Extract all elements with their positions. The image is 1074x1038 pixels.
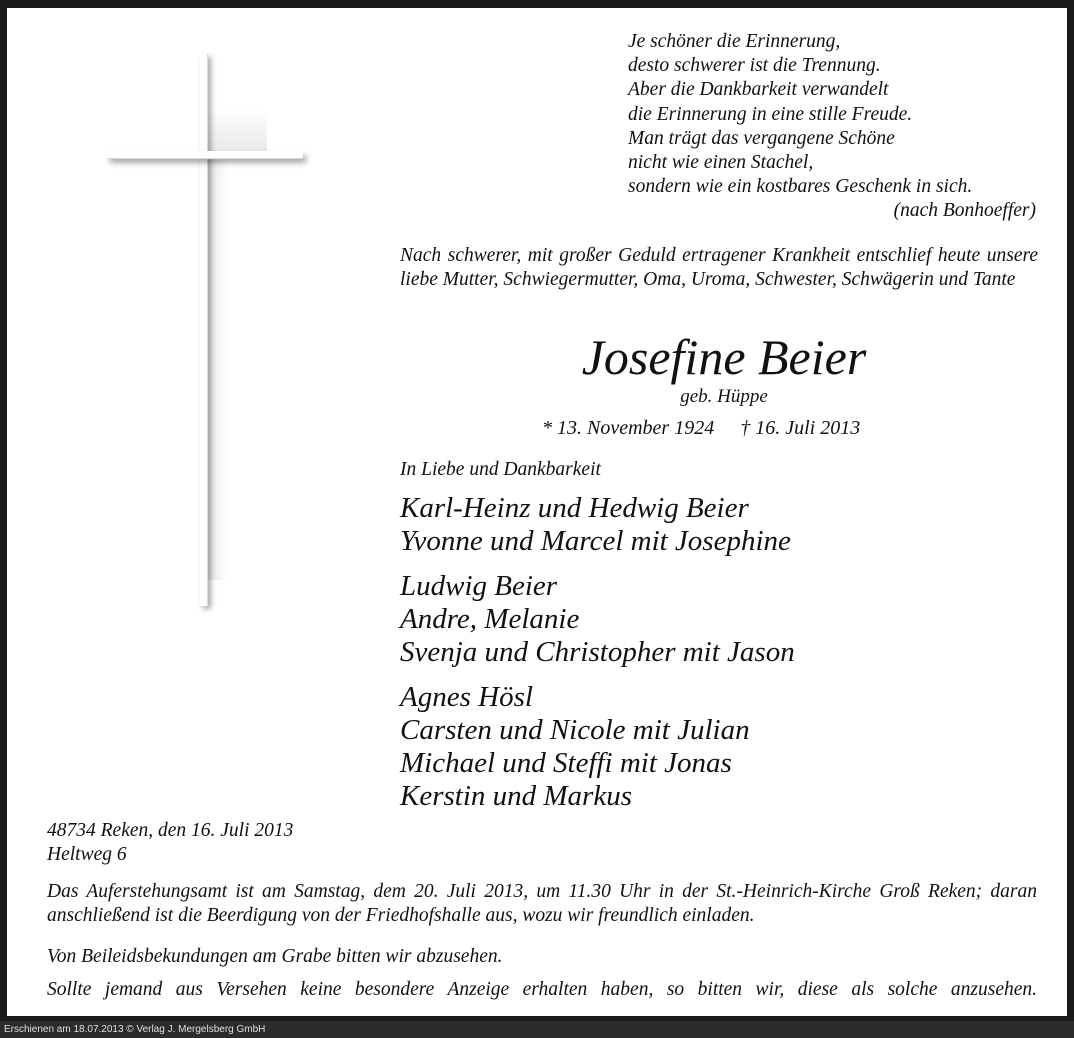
mourner-name: Ludwig Beier [400, 570, 558, 602]
life-dates [542, 416, 902, 440]
family-group [400, 681, 1040, 813]
poem [628, 30, 1038, 224]
mourner-name: Carsten und Nicole mit Julian [400, 714, 750, 746]
mourner-name: Michael und Steffi mit Jonas [400, 747, 732, 779]
mourner-name: Svenja und Christopher mit Jason [400, 636, 795, 668]
cross-shadow-upper [207, 108, 267, 152]
mourner-name: Yvonne und Marcel mit Josephine [400, 525, 791, 557]
cross-shadow [206, 160, 228, 580]
mourners-intro: In Liebe und Dankbarkeit [400, 459, 601, 480]
publication-footer: Erschienen am 18.07.2013 © Verlag J. Mergelsberg GmbH [0, 1021, 1074, 1038]
deceased-name: Josefine Beier [581, 329, 867, 385]
maiden-name: geb. Hüppe [680, 386, 768, 407]
notice-note: Sollte jemand aus Versehen keine besondere Anzeige erhalten haben, so bitten wir, diese als solche anzusehen. [47, 979, 1037, 1000]
poem-line: Aber die Dankbarkeit verwandelt [628, 79, 889, 101]
cross-crossbar [107, 151, 303, 159]
cross-icon [200, 54, 208, 606]
poem-line: Man trägt das vergangene Schöne [628, 127, 895, 149]
family-group [400, 570, 1040, 669]
mourner-name: Andre, Melanie [400, 603, 580, 635]
address [47, 819, 293, 867]
birth-date: * 13. November 1924 [542, 417, 715, 439]
obituary-page [7, 8, 1067, 1016]
mourner-name: Karl-Heinz und Hedwig Beier [400, 492, 749, 524]
poem-line: Je schöner die Erinnerung, [628, 31, 841, 52]
poem-line: nicht wie einen Stachel, [628, 152, 814, 174]
family-group [400, 492, 1040, 558]
condolence-note: Von Beileidsbekundungen am Grabe bitten wir abzusehen. [47, 946, 503, 967]
mourner-name: Agnes Hösl [400, 681, 533, 713]
poem-line: sondern wie ein kostbares Geschenk in sich. [628, 176, 973, 198]
street: Heltweg 6 [47, 844, 127, 865]
poem-author: (nach Bonhoeffer) [893, 200, 1036, 222]
poem-line: desto schwerer ist die Trennung. [628, 55, 881, 77]
poem-line: die Erinnerung in eine stille Freude. [628, 103, 913, 125]
death-date: † 16. Juli 2013 [740, 417, 861, 439]
mourner-name: Kerstin und Markus [400, 780, 632, 812]
place-date: 48734 Reken, den 16. Juli 2013 [47, 820, 294, 841]
intro-text: Nach schwerer, mit großer Geduld ertragener Krankheit entschlief heute unsere liebe Mutter, Schwiegermutter, Oma, Uroma, Schwester, Schwägerin und Tante [400, 245, 1038, 290]
service-note: Das Auferstehungsamt ist am Samstag, dem 20. Juli 2013, um 11.30 Uhr in der St.-Heinrich-Kirche Groß Reken; daran anschließend ist die Beerdigung von der Friedhofshalle aus, wozu wir freundlich einladen. [47, 881, 1037, 926]
